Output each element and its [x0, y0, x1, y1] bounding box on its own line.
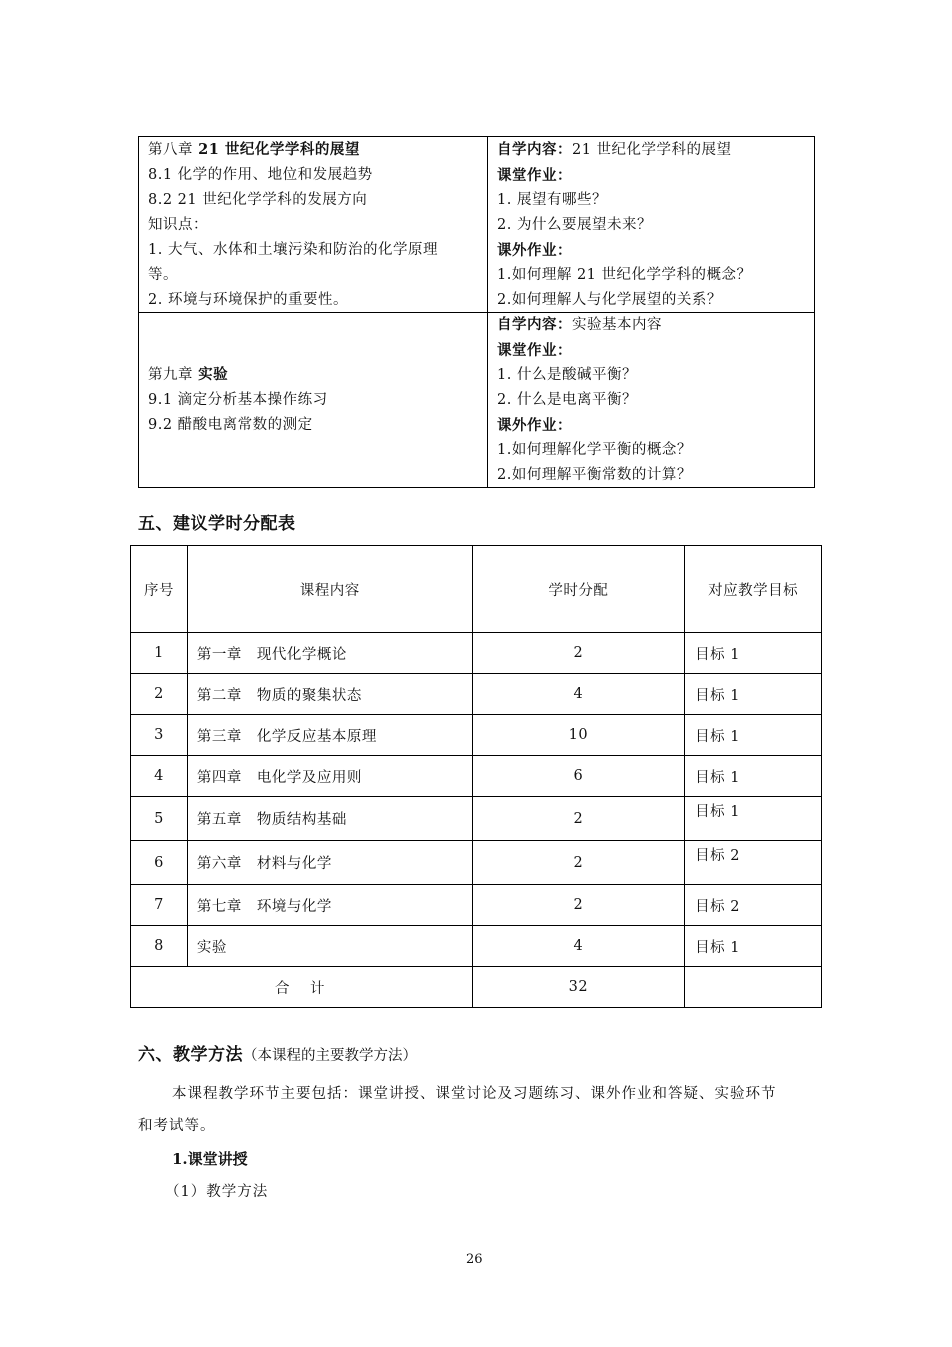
row-goal: 目标 2: [685, 841, 822, 885]
row-content: 实验: [187, 926, 472, 967]
header-cell: 对应教学目标: [685, 546, 822, 633]
subsection-heading: 1.课堂讲授: [172, 1150, 248, 1168]
classwork-item: 1. 展望有哪些？: [497, 192, 607, 208]
classwork-item: 2. 什么是电离平衡？: [497, 392, 637, 408]
section5-heading: 五、建议学时分配表: [138, 514, 296, 534]
row-index: 5: [131, 797, 188, 841]
page-number: 26: [466, 1252, 483, 1267]
chapter-table: [138, 136, 815, 488]
self-study-label: 自学内容：: [497, 141, 572, 158]
classwork-item: 1. 什么是酸碱平衡？: [497, 367, 637, 383]
row-goal: 目标 1: [685, 926, 822, 967]
row-index: 4: [131, 756, 188, 797]
ch8-line: 等。: [148, 267, 178, 283]
homework-item: 1.如何理解 21 世纪化学学科的概念？: [497, 267, 752, 283]
row-index: 2: [131, 674, 188, 715]
row-goal: 目标 1: [685, 715, 822, 756]
row-goal: 目标 1: [685, 756, 822, 797]
homework-label: 课外作业：: [497, 242, 572, 259]
section6-subtitle: （本课程的主要教学方法）: [243, 1048, 417, 1064]
row-content: 第一章 现代化学概论: [187, 633, 472, 674]
row-hours: 4: [472, 674, 685, 715]
row-index: 1: [131, 633, 188, 674]
row-content: 第四章 电化学及应用则: [187, 756, 472, 797]
row-goal: 目标 1: [685, 633, 822, 674]
row-content: 第二章 物质的聚集状态: [187, 674, 472, 715]
subsubsection-heading: （1）教学方法: [165, 1184, 269, 1200]
row-index: 7: [131, 885, 188, 926]
classwork-item: 2. 为什么要展望未来？: [497, 217, 652, 233]
section6-title: 六、教学方法: [138, 1045, 243, 1065]
row-content: 第七章 环境与化学: [187, 885, 472, 926]
row-hours: 10: [472, 715, 685, 756]
table-row: [131, 885, 822, 926]
hours-table: [130, 545, 822, 1008]
classwork-label: 课堂作业：: [497, 167, 572, 184]
ch8-line: 8.1 化学的作用、地位和发展趋势: [148, 167, 373, 183]
table-row: [131, 633, 822, 674]
ch8-line: 1. 大气、水体和土壤污染和防治的化学原理: [148, 242, 438, 258]
classwork-label: 课堂作业：: [497, 342, 572, 359]
ch9-line: 9.1 滴定分析基本操作练习: [148, 392, 328, 408]
ch8-line: 2. 环境与环境保护的重要性。: [148, 292, 348, 308]
ch8-line: 8.2 21 世纪化学学科的发展方向: [148, 192, 368, 208]
row-content: 第六章 材料与化学: [187, 841, 472, 885]
homework-item: 1.如何理解化学平衡的概念？: [497, 442, 692, 458]
homework-item: 2.如何理解人与化学展望的关系？: [497, 292, 722, 308]
row-goal: 目标 2: [685, 885, 822, 926]
row-content: 第五章 物质结构基础: [187, 797, 472, 841]
ch8-line: 知识点：: [148, 217, 208, 233]
ch9-assignments: [497, 312, 692, 488]
header-cell: 学时分配: [472, 546, 685, 633]
row-hours: 2: [472, 633, 685, 674]
header-cell: 序号: [131, 546, 188, 633]
table-total-row: [131, 967, 822, 1008]
row-hours: 6: [472, 756, 685, 797]
row-content: 第三章 化学反应基本原理: [187, 715, 472, 756]
row-index: 3: [131, 715, 188, 756]
self-study-label: 自学内容：: [497, 316, 572, 333]
homework-label: 课外作业：: [497, 417, 572, 434]
table-row: [131, 756, 822, 797]
homework-item: 2.如何理解平衡常数的计算？: [497, 467, 692, 483]
ch9-title-prefix: 第九章: [148, 367, 199, 383]
ch9-line: 9.2 醋酸电离常数的测定: [148, 417, 313, 433]
section6-paragraph-line1: 本课程教学环节主要包括：课堂讲授、课堂讨论及习题练习、课外作业和答疑、实验环节: [172, 1086, 777, 1102]
table-row: [131, 841, 822, 885]
header-cell: 课程内容: [187, 546, 472, 633]
ch8-assignments: [497, 137, 752, 313]
total-label: 合 计: [131, 967, 473, 1008]
row-hours: 2: [472, 885, 685, 926]
row-hours: 4: [472, 926, 685, 967]
total-hours: 32: [472, 967, 685, 1008]
section6-heading: [138, 1040, 417, 1065]
self-study-value: 21 世纪化学学科的展望: [572, 142, 732, 158]
ch8-title-prefix: 第八章: [148, 142, 199, 158]
table-row: [131, 797, 822, 841]
table-header-row: [131, 546, 822, 633]
ch8-title: 21 世纪化学学科的展望: [198, 141, 360, 158]
row-goal: 目标 1: [685, 674, 822, 715]
table-row: [131, 674, 822, 715]
ch8-content: [148, 137, 438, 313]
table-row: [131, 715, 822, 756]
ch9-title: 实验: [198, 366, 229, 383]
row-goal: 目标 1: [685, 797, 822, 841]
row-index: 8: [131, 926, 188, 967]
row-index: 6: [131, 841, 188, 885]
total-goal-empty: [685, 967, 822, 1008]
self-study-value: 实验基本内容: [572, 317, 662, 333]
ch9-content: [148, 362, 328, 438]
table-row: [131, 926, 822, 967]
section6-paragraph-line2: 和考试等。: [138, 1118, 216, 1134]
row-hours: 2: [472, 797, 685, 841]
row-hours: 2: [472, 841, 685, 885]
